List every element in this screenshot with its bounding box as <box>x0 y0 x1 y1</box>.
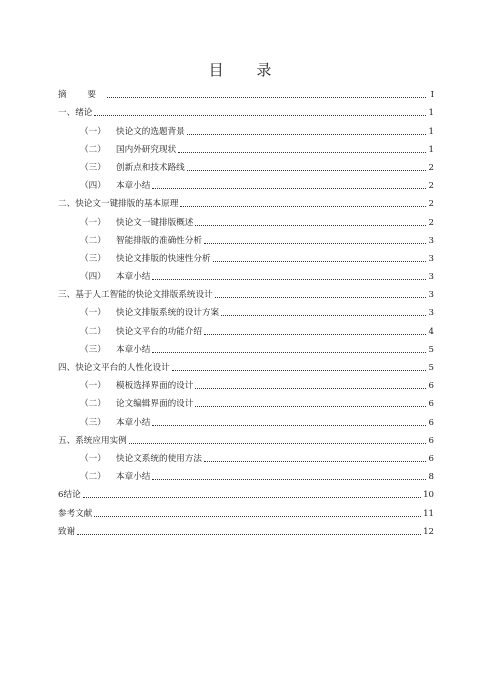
toc-entry-chapter[interactable] <box>58 191 434 209</box>
toc-entry-page-number: 1 <box>428 108 434 119</box>
toc-entry-label: 参考文献 <box>58 508 93 519</box>
toc-entry-number: （一） <box>80 381 106 392</box>
dot-leader <box>152 188 426 189</box>
toc-entry-page-number: 2 <box>428 181 434 192</box>
toc-entry-page-number: 3 <box>428 272 434 283</box>
toc-entry-chapter[interactable] <box>58 482 434 500</box>
toc-entry-section[interactable] <box>58 264 434 282</box>
dot-leader <box>204 461 426 462</box>
toc-entry-number: 一、 <box>58 108 76 119</box>
toc-entry-chapter[interactable] <box>58 500 434 518</box>
toc-entry-page-number: 2 <box>428 217 434 228</box>
dot-leader <box>187 134 426 135</box>
dot-leader <box>77 534 421 535</box>
toc-entry-number: （三） <box>80 344 106 355</box>
dot-leader <box>152 479 426 480</box>
toc-entry-number: （一） <box>80 453 106 464</box>
dot-leader <box>178 152 426 153</box>
toc-entry-number: 6 <box>58 490 64 501</box>
dot-leader <box>221 315 426 316</box>
dot-leader <box>204 243 426 244</box>
toc-entry-number: （一） <box>80 308 106 319</box>
toc-entry-number: （一） <box>80 126 106 137</box>
dot-leader <box>94 115 426 116</box>
toc-title: 目 录 <box>208 61 286 79</box>
toc-entry-label: 创新点和技术路线 <box>116 162 185 173</box>
toc-entry-page-number: 6 <box>428 435 434 446</box>
dot-leader <box>83 497 421 498</box>
toc-entry-number: 二、 <box>58 199 76 210</box>
toc-entry-chapter[interactable] <box>58 82 434 100</box>
toc-entry-page-number: 6 <box>428 399 434 410</box>
dot-leader <box>195 225 426 226</box>
toc-entry-section[interactable] <box>58 409 434 427</box>
toc-entry-section[interactable] <box>58 137 434 155</box>
toc-list <box>58 82 434 537</box>
toc-entry-chapter[interactable] <box>58 519 434 537</box>
toc-entry-section[interactable] <box>58 373 434 391</box>
dot-leader <box>187 170 426 171</box>
dot-leader <box>152 425 426 426</box>
dot-leader <box>172 370 426 371</box>
toc-entry-page-number: 2 <box>428 199 434 210</box>
toc-entry-label: 本章小结 <box>116 417 151 428</box>
toc-entry-section[interactable] <box>58 155 434 173</box>
dot-leader <box>213 261 426 262</box>
toc-entry-label: 快论文排版系统的设计方案 <box>116 308 220 319</box>
toc-entry-section[interactable] <box>58 209 434 227</box>
toc-entry-section[interactable] <box>58 300 434 318</box>
toc-entry-chapter[interactable] <box>58 355 434 373</box>
toc-entry-number: 五、 <box>58 435 76 446</box>
toc-entry-number: （二） <box>80 399 106 410</box>
toc-entry-page-number: 6 <box>428 417 434 428</box>
toc-entry-page-number: 12 <box>423 526 434 537</box>
toc-entry-label: 快论文一键排版概述 <box>116 217 194 228</box>
toc-entry-label: 快论文的选题背景 <box>116 126 185 137</box>
toc-entry-label: 基于人工智能的快论文排版系统设计 <box>75 290 213 301</box>
toc-entry-page-number: 2 <box>428 162 434 173</box>
toc-entry-section[interactable] <box>58 337 434 355</box>
toc-entry-label: 本章小结 <box>116 272 151 283</box>
toc-entry-label: 致谢 <box>58 526 76 537</box>
dot-leader <box>215 297 426 298</box>
toc-entry-label: 国内外研究现状 <box>116 144 177 155</box>
toc-entry-section[interactable] <box>58 464 434 482</box>
toc-entry-page-number: 4 <box>428 326 434 337</box>
toc-entry-chapter[interactable] <box>58 428 434 446</box>
toc-entry-page-number: 10 <box>423 490 434 501</box>
dot-leader <box>204 334 426 335</box>
toc-entry-label: 结论 <box>63 490 81 501</box>
toc-entry-number: 三、 <box>58 290 76 301</box>
toc-entry-label: 快论文平台的人性化设计 <box>75 363 170 373</box>
toc-entry-number: （四） <box>80 272 106 283</box>
toc-entry-number: （二） <box>80 235 106 246</box>
toc-entry-section[interactable] <box>58 318 434 336</box>
toc-entry-number: （二） <box>80 472 106 483</box>
toc-entry-label: 快论文系统的使用方法 <box>116 453 202 464</box>
toc-entry-page-number: 3 <box>428 235 434 246</box>
toc-entry-chapter[interactable] <box>58 282 434 300</box>
toc-entry-section[interactable] <box>58 118 434 136</box>
dot-leader <box>195 406 426 407</box>
toc-entry-label: 快论文平台的功能介绍 <box>116 326 202 337</box>
toc-entry-label: 论文编辑界面的设计 <box>116 399 194 410</box>
toc-entry-number: （四） <box>80 181 106 192</box>
toc-entry-label: 快论文一键排版的基本原理 <box>75 199 179 210</box>
toc-entry-label: 摘 要 <box>58 90 105 101</box>
toc-entry-page-number: 3 <box>428 290 434 301</box>
toc-entry-label: 系统应用实例 <box>75 435 127 446</box>
dot-leader <box>94 516 421 517</box>
toc-entry-number: （三） <box>80 417 106 428</box>
toc-entry-number: （三） <box>80 253 106 264</box>
toc-entry-page-number: 5 <box>428 363 434 373</box>
toc-entry-page-number: 1 <box>428 144 434 155</box>
dot-leader <box>152 352 426 353</box>
toc-entry-label: 快论文排版的快速性分析 <box>116 253 211 264</box>
toc-entry-number: （三） <box>80 162 106 173</box>
toc-entry-page-number: 3 <box>428 308 434 319</box>
toc-entry-chapter[interactable] <box>58 100 434 118</box>
toc-entry-label: 本章小结 <box>116 344 151 355</box>
toc-entry-page-number: 1 <box>428 126 434 137</box>
dot-leader <box>129 443 426 444</box>
toc-entry-number: （二） <box>80 326 106 337</box>
toc-entry-page-number: 6 <box>428 453 434 464</box>
toc-entry-section[interactable] <box>58 246 434 264</box>
toc-entry-page-number: 11 <box>423 508 434 519</box>
dot-leader <box>107 97 426 98</box>
toc-entry-label: 本章小结 <box>116 472 151 483</box>
toc-entry-page-number: 5 <box>428 344 434 355</box>
toc-entry-section[interactable] <box>58 228 434 246</box>
toc-entry-label: 智能排版的准确性分析 <box>116 235 202 246</box>
toc-entry-label: 本章小结 <box>116 181 151 192</box>
toc-entry-label: 绪论 <box>75 108 93 119</box>
toc-entry-section[interactable] <box>58 391 434 409</box>
dot-leader <box>152 279 426 280</box>
toc-entry-page-number: 3 <box>428 253 434 264</box>
toc-entry-section[interactable] <box>58 446 434 464</box>
toc-entry-page-number: 6 <box>428 381 434 392</box>
toc-entry-number: （二） <box>80 144 106 155</box>
dot-leader <box>195 388 426 389</box>
toc-entry-number: 四、 <box>58 363 76 373</box>
toc-entry-section[interactable] <box>58 173 434 191</box>
toc-entry-label: 模板选择界面的设计 <box>116 381 194 392</box>
toc-entry-number: （一） <box>80 217 106 228</box>
toc-entry-page-number: I <box>430 90 434 101</box>
dot-leader <box>180 206 426 207</box>
toc-entry-page-number: 8 <box>428 472 434 483</box>
